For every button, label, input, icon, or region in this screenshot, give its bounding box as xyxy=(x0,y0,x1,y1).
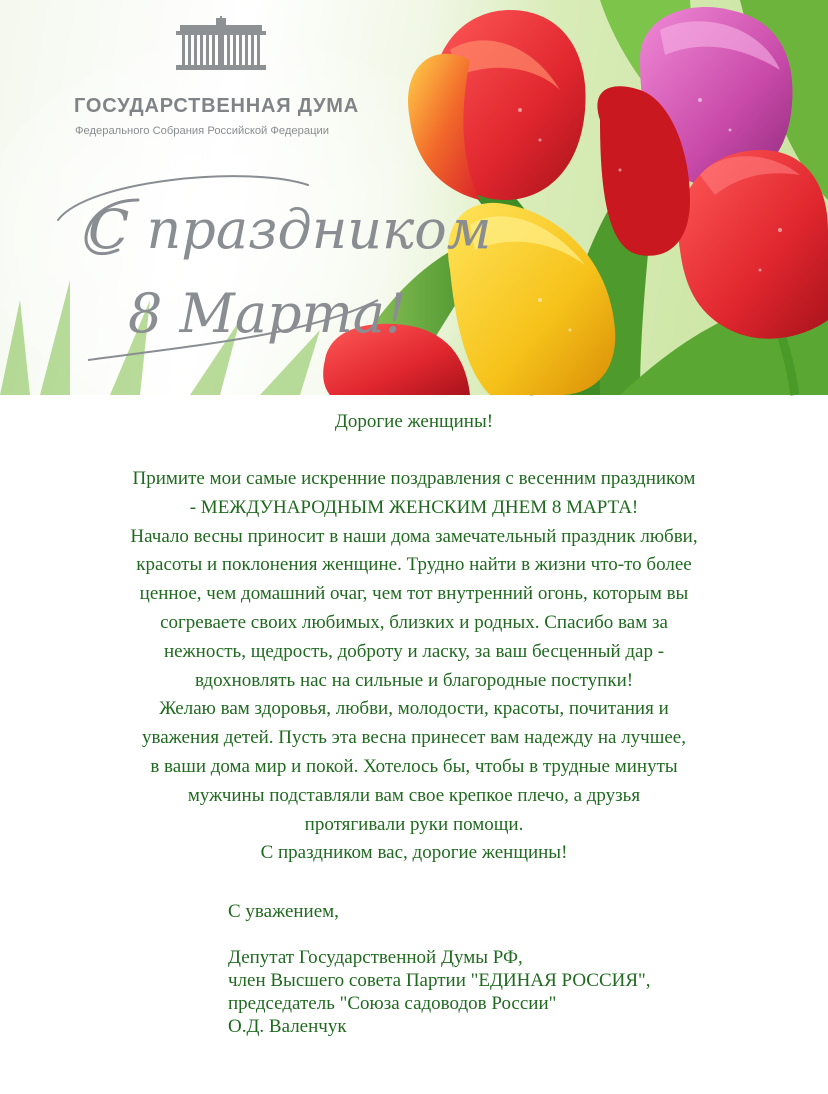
letter-line: Желаю вам здоровья, любви, молодости, красоты, почитания и xyxy=(159,698,669,720)
script-line-2: 8 Марта! xyxy=(128,282,407,345)
letter-line: мужчины подставляли вам свое крепкое плечо, а друзья xyxy=(187,784,641,806)
letter-line: протягивали руки помощи. xyxy=(304,813,524,835)
greeting-heading: Дорогие женщины! xyxy=(334,411,494,432)
letter-line: ценное, чем домашний очаг, чем тот внутренний огонь, которым вы xyxy=(139,583,689,605)
letter-line: уважения детей. Пусть эта весна принесет вам надежду на лучшее, xyxy=(142,727,686,749)
letter-line: Примите мои самые искренние поздравления с весенним праздником xyxy=(132,468,696,489)
letter-paragraph xyxy=(40,465,788,868)
signature-line: Депутат Государственной Думы РФ, xyxy=(228,947,523,968)
letter-line: вдохновлять нас на сильные и благородные поступки! xyxy=(194,669,634,691)
signature-line: член Высшего совета Партии "ЕДИНАЯ РОССИЯ", xyxy=(228,970,651,991)
letter-line: в ваши дома мир и покой. Хотелось бы, чтобы в трудные минуты xyxy=(150,755,678,777)
letter-line: Начало весны приносит в наши дома замечательный праздник любви, xyxy=(130,525,698,547)
letter-line: нежность, щедрость, доброту и ласку, за ваш бесценный дар - xyxy=(163,640,665,662)
organization-subtitle: Федерального Собрания Российской Федерации xyxy=(75,125,329,137)
signature-name: О.Д. Валенчук xyxy=(228,1016,347,1037)
script-line-1: С праздником xyxy=(88,198,492,261)
letter-line: - МЕЖДУНАРОДНЫМ ЖЕНСКИМ ДНЕМ 8 МАРТА! xyxy=(189,496,639,518)
letter-line: С праздником вас, дорогие женщины! xyxy=(260,842,568,864)
regards-line: С уважением, xyxy=(228,901,339,922)
greeting-card-header xyxy=(0,0,828,395)
holiday-script-title xyxy=(48,160,492,370)
letter-line: согреваете своих любимых, близких и родных. Спасибо вам за xyxy=(160,611,668,633)
letter-line: красоты и поклонения женщине. Трудно найти в жизни что-то более xyxy=(136,554,692,576)
duma-building-icon xyxy=(176,16,266,72)
signature-block xyxy=(228,900,788,1038)
signature-line: председатель "Союза садоводов России" xyxy=(228,993,557,1014)
organization-name: ГОСУДАРСТВЕННАЯ ДУМА xyxy=(74,95,360,117)
